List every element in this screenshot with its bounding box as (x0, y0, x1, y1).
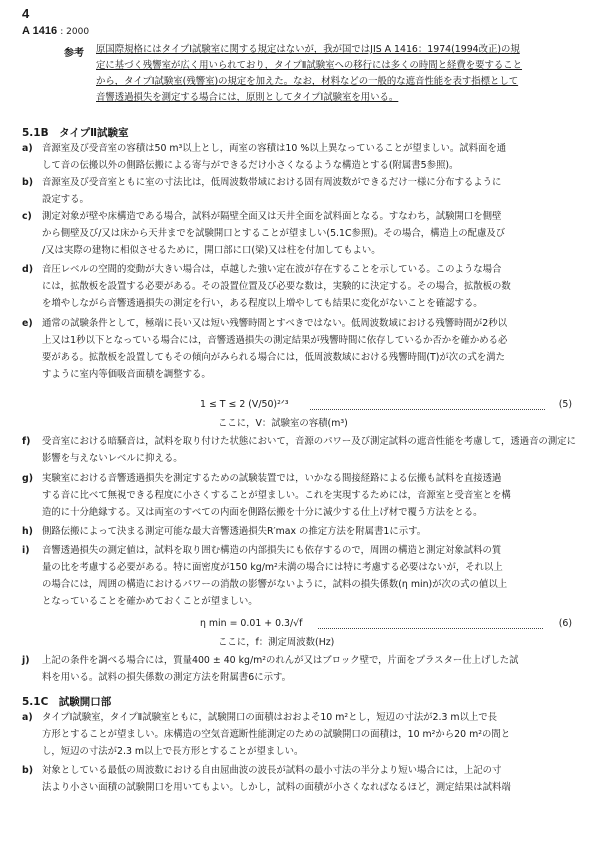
standard-code: A 1416 (22, 25, 58, 37)
item-line: 法より小さい面積の試験開口を用いてもよい。しかし，試料の面積が小さくなればなるほど，測定結果は試料端 (42, 782, 511, 793)
item-mark: i) (22, 545, 30, 556)
section-heading-51c: 5.1C 試験開口部 (22, 696, 112, 708)
item-line: の場合には，周囲の構造におけるパワーの消散の影響がないように，試料の損失係数(η min)が次の式の値以上 (42, 579, 508, 590)
item-line: し，短辺の寸法が2.3 m以上で長方形とすることが望ましい。 (42, 746, 304, 757)
item-line: して音の伝搬以外の側路伝搬による寄与ができるだけ小さくなるような構造とする(附属書5参照)。 (42, 160, 459, 171)
item-line: 影響を与えないレベルに抑える。 (42, 453, 183, 464)
item-line: 音圧レベルの空間的変動が大きい場合は，卓越した強い定在波が存在することを示している。このような場合 (42, 264, 502, 275)
item-mark: g) (22, 473, 33, 484)
item-line: タイプⅠ試験室，タイプⅡ試験室ともに，試験開口の面積はおおよそ10 m²とし，短辺の寸法が2.3 m以上で長 (42, 712, 498, 723)
section-heading-51b: 5.1B タイプⅡ試験室 (22, 127, 129, 139)
equation-6-where: ここに，f：測定周波数(Hz) (218, 637, 335, 648)
item-line: すように室内等価吸音面積を調整する。 (42, 369, 211, 380)
leader-dots (318, 628, 543, 629)
item-line: には，拡散板を設置する必要がある。その設置位置及び必要な数は，実験的に決定する。その場合，拡散板の数 (42, 281, 511, 292)
item-line: 音源室及び受音室ともに室の寸法比は，低周波数帯域における固有周波数ができるだけ一様に分布するように (42, 177, 502, 188)
item-mark: b) (22, 765, 33, 776)
equation-6: η min = 0.01 + 0.3/√f (200, 618, 303, 629)
equation-5: 1 ≤ T ≤ 2 (V/50)²ᐟ³ (200, 399, 289, 410)
reference-label: 参考 (64, 48, 84, 59)
item-line: 実験室における音響透過損失を測定するための試験装置では，いかなる間接経路による伝搬も試料を直接透過 (42, 473, 502, 484)
item-mark: c) (22, 211, 32, 222)
item-line: 測定対象が壁や床構造である場合，試料が隔壁全面又は天井全面を試料面となる。すなわち，試験開口を側壁 (42, 211, 502, 222)
item-line: 側路伝搬によって決まる測定可能な最大音響透過損失R′max の推定方法を附属書1に示す。 (42, 526, 427, 537)
item-line: 造的に十分絶縁する。又は両室のすべての内面を側路伝搬を十分に減少する仕上げ材で覆う方法をとる。 (42, 507, 483, 518)
item-line: 方形とすることが望ましい。床構造の空気音遮断性能測定のための試験開口の面積は，10 m²から20 m²の間と (42, 729, 511, 740)
item-line: 上又は1秒以下となっている場合には，音響透過損失の測定結果が残響時間に依存しているか否かを確かめる必 (42, 335, 508, 346)
item-line: 設定する。 (42, 194, 89, 205)
item-line: /又は実際の建物に相似させるために，開口部に口(梁)又は柱を付加してもよい。 (42, 245, 381, 256)
item-line: 量の比を考慮する必要がある。特に面密度が150 kg/m²未満の場合には特に考慮する必要はないが，それ以上 (42, 562, 503, 573)
item-line: 料を用いる。試料の損失係数の測定方法を附属書6に示す。 (42, 672, 291, 683)
item-mark: f) (22, 436, 31, 447)
item-line: となっていることを確かめておくことが望ましい。 (42, 596, 258, 607)
standard-year: : 2000 (60, 27, 90, 37)
item-line: 上記の条件を調べる場合には，質量400 ± 40 kg/m²のれんが又はブロック壁で，片面をプラスター仕上げした試 (42, 655, 519, 666)
reference-line: 音響透過損失を測定する場合には，原則としてタイプⅠ試験室を用いる。 (96, 92, 399, 103)
item-line: から側壁及び/又は床から天井までを試験開口とすることが望ましい(5.1C参照)。その場合，構造上の配慮及び (42, 228, 506, 239)
item-line: 通常の試験条件として，極端に長い又は短い残響時間とすべきではない。低周波数域における残響時間が2秒以 (42, 318, 507, 329)
item-mark: d) (22, 264, 33, 275)
item-mark: a) (22, 712, 33, 723)
equation-number-6: (6) (558, 618, 572, 629)
item-line: 音源室及び受音室の容積は50 m³以上とし，両室の容積は10 %以上異なっていることが望ましい。試料面を通 (42, 143, 507, 154)
equation-5-where: ここに，V：試験室の容積(m³) (218, 418, 348, 429)
item-line: 対象としている最低の周波数における自由屈曲波の波長が試料の最小寸法の半分より短い場合には，上記の寸 (42, 765, 502, 776)
item-mark: e) (22, 318, 33, 329)
item-mark: b) (22, 177, 33, 188)
item-line: を増やしながら音響透過損失の測定を行い，ある程度以上増やしても結果に変化がないことを確認する。 (42, 298, 483, 309)
item-mark: a) (22, 143, 33, 154)
equation-number-5: (5) (558, 399, 572, 410)
standard-id (22, 25, 89, 37)
item-line: 音響透過損失の測定値は，試料を取り囲む構造の内部損失にも依存するので，周囲の構造と測定対象試料の質 (42, 545, 502, 556)
reference-line: 定に基づく残響室が広く用いられており，タイプⅡ試験室への移行には多くの時間と経費を要すること (96, 60, 523, 71)
item-line: 受音室における暗騒音は，試料を取り付けた状態において，音源のパワー及び測定試料の遮音性能を考慮して，透過音の測定に (42, 436, 577, 447)
item-mark: h) (22, 526, 33, 537)
reference-line: から，タイプⅠ試験室(残響室)の規定を加えた。なお，材料などの一般的な遮音性能を表す指標として (96, 76, 519, 87)
item-line: する音に比べて無視できる程度に小さくすることが望ましい。これを実現するためには，音源室と受音室とを構 (42, 490, 511, 501)
item-mark: j) (22, 655, 30, 666)
leader-dots (310, 409, 545, 410)
item-line: 要がある。拡散板を設置してもその傾向がみられる場合には，低周波数域における残響時間(T)が次の式を満た (42, 352, 506, 363)
page-number: 4 (22, 6, 30, 21)
reference-line: 原国際規格にはタイプⅠ試験室に関する規定はないが，我が国ではJIS A 1416：1974(1994改正)の規 (96, 44, 520, 55)
